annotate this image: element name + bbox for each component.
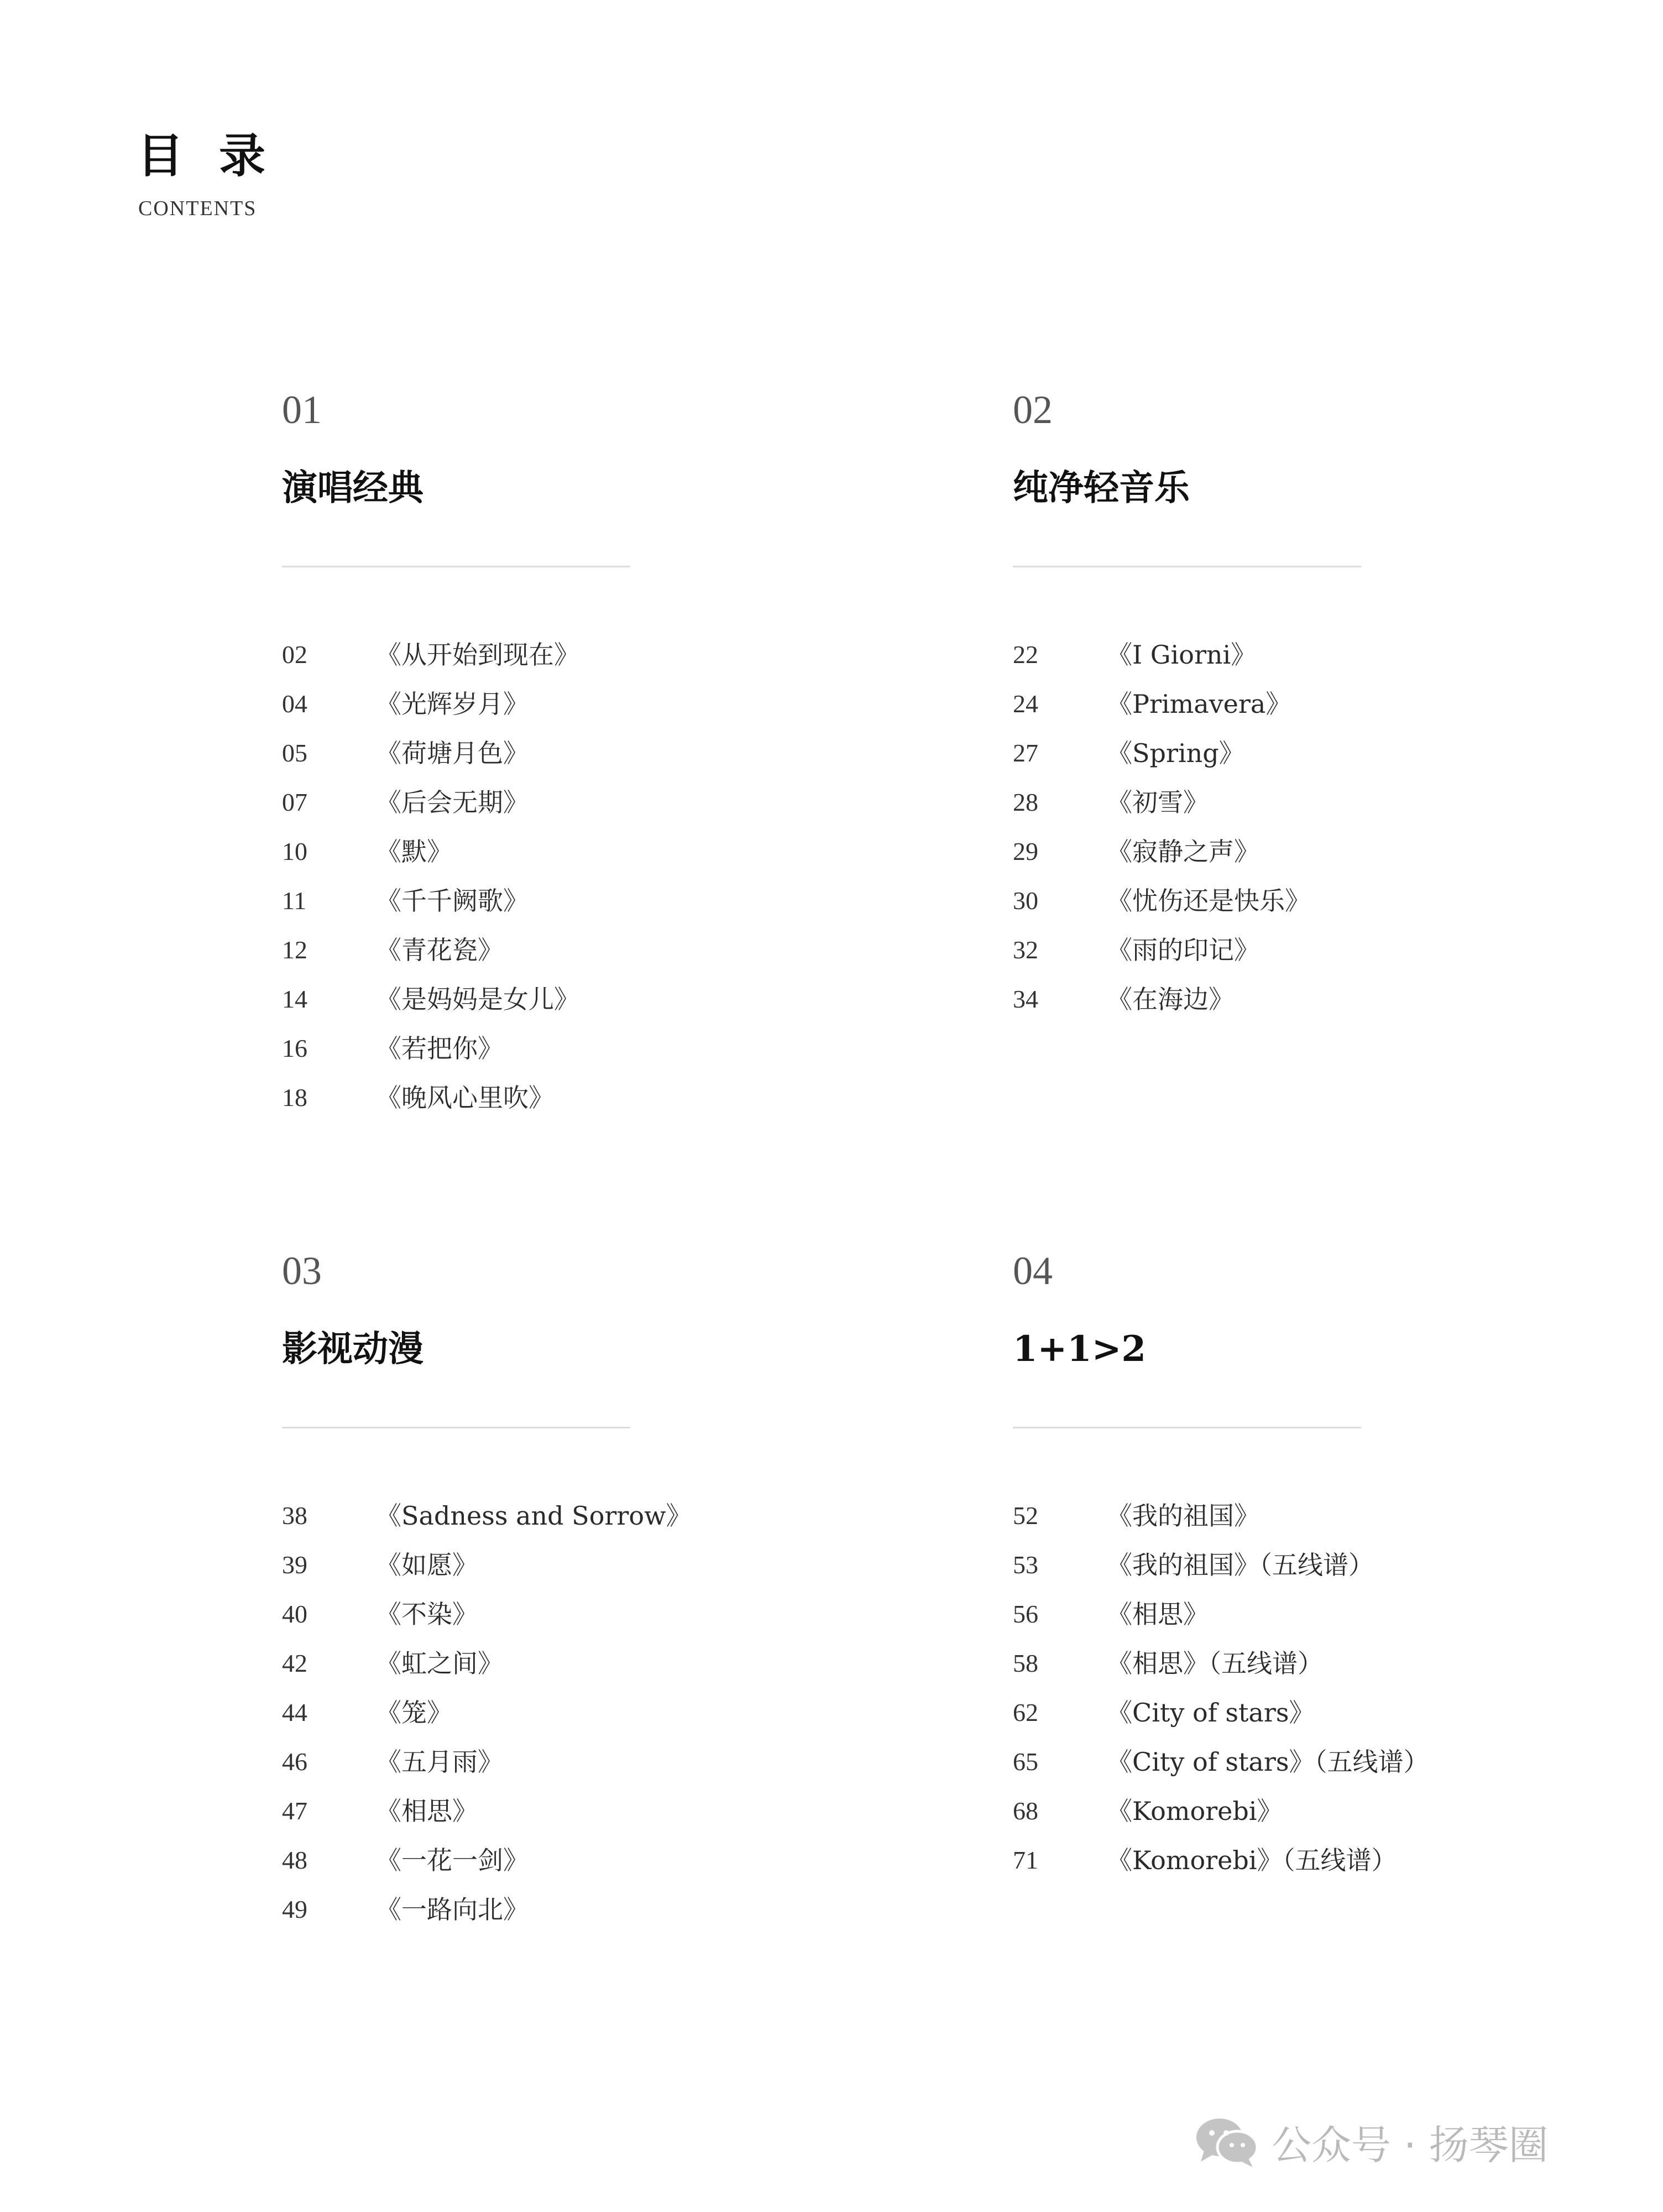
entry-title: 《虹之间》 bbox=[376, 1648, 503, 1678]
entry-list bbox=[1013, 639, 1593, 1033]
section-3 bbox=[282, 1251, 862, 1943]
toc-entry[interactable] bbox=[282, 787, 862, 836]
entry-page: 49 bbox=[282, 1895, 307, 1923]
entry-page: 65 bbox=[1013, 1747, 1038, 1776]
section-divider bbox=[282, 566, 630, 567]
watermark-text: 公众号 · 扬琴圈 bbox=[1272, 2122, 1549, 2168]
entry-title: 《Komorebi》（五线谱） bbox=[1107, 1845, 1397, 1875]
entry-title: 《如愿》 bbox=[376, 1550, 478, 1580]
entry-list bbox=[282, 639, 862, 1131]
entry-page: 28 bbox=[1013, 788, 1038, 816]
entry-page: 42 bbox=[282, 1649, 307, 1677]
entry-title: 《光辉岁月》 bbox=[376, 689, 529, 719]
entry-title: 《相思》（五线谱） bbox=[1107, 1648, 1323, 1678]
toc-entry[interactable] bbox=[1013, 1599, 1593, 1648]
toc-entry[interactable] bbox=[1013, 688, 1593, 738]
section-divider bbox=[1013, 566, 1361, 567]
toc-entry[interactable] bbox=[1013, 1500, 1593, 1550]
toc-entry[interactable] bbox=[282, 1550, 862, 1599]
toc-entry[interactable] bbox=[1013, 836, 1593, 885]
entry-page: 47 bbox=[282, 1797, 307, 1825]
entry-title: 《City of stars》 bbox=[1107, 1698, 1315, 1728]
entry-title: 《忧伤还是快乐》 bbox=[1107, 886, 1310, 916]
section-number: 02 bbox=[1013, 388, 1053, 432]
entry-title: 《晚风心里吹》 bbox=[376, 1083, 554, 1113]
entry-title: 《荷塘月色》 bbox=[376, 738, 529, 768]
section-title: 纯净轻音乐 bbox=[1013, 467, 1190, 509]
section-1 bbox=[282, 390, 862, 1131]
toc-entry[interactable] bbox=[1013, 885, 1593, 935]
section-title: 1+1>2 bbox=[1013, 1328, 1146, 1370]
toc-entry[interactable] bbox=[1013, 1550, 1593, 1599]
entry-page: 32 bbox=[1013, 936, 1038, 964]
entry-page: 12 bbox=[282, 936, 307, 964]
section-number: 04 bbox=[1013, 1249, 1053, 1293]
section-title: 演唱经典 bbox=[282, 467, 423, 509]
section-divider bbox=[282, 1427, 630, 1428]
entry-page: 16 bbox=[282, 1034, 307, 1062]
toc-entry[interactable] bbox=[282, 1599, 862, 1648]
entry-title: 《寂静之声》 bbox=[1107, 837, 1259, 867]
entry-page: 22 bbox=[1013, 640, 1038, 669]
section-number: 03 bbox=[282, 1249, 322, 1293]
entry-page: 11 bbox=[282, 886, 307, 915]
entry-title: 《后会无期》 bbox=[376, 787, 529, 817]
entry-page: 34 bbox=[1013, 985, 1038, 1013]
toc-entry[interactable] bbox=[282, 1648, 862, 1697]
entry-title: 《Spring》 bbox=[1107, 738, 1244, 768]
entry-list bbox=[1013, 1500, 1593, 1894]
entry-title: 《Komorebi》 bbox=[1107, 1796, 1283, 1826]
toc-entry[interactable] bbox=[282, 1894, 862, 1943]
toc-entry[interactable] bbox=[1013, 1746, 1593, 1796]
entry-page: 27 bbox=[1013, 739, 1038, 767]
entry-title: 《不染》 bbox=[376, 1599, 478, 1629]
entry-page: 04 bbox=[282, 690, 307, 718]
entry-page: 71 bbox=[1013, 1846, 1038, 1874]
entry-page: 10 bbox=[282, 837, 307, 865]
entry-list bbox=[282, 1500, 862, 1943]
toc-entry[interactable] bbox=[282, 738, 862, 787]
entry-page: 62 bbox=[1013, 1698, 1038, 1726]
toc-entry[interactable] bbox=[1013, 984, 1593, 1033]
entry-page: 46 bbox=[282, 1747, 307, 1776]
toc-entry[interactable] bbox=[1013, 738, 1593, 787]
toc-entry[interactable] bbox=[282, 984, 862, 1033]
toc-entry[interactable] bbox=[282, 639, 862, 688]
entry-title: 《五月雨》 bbox=[376, 1747, 503, 1777]
toc-entry[interactable] bbox=[282, 1697, 862, 1746]
toc-entry[interactable] bbox=[282, 1845, 862, 1894]
toc-entry[interactable] bbox=[1013, 1648, 1593, 1697]
toc-entry[interactable] bbox=[282, 1082, 862, 1131]
entry-title: 《千千阙歌》 bbox=[376, 886, 529, 916]
entry-page: 39 bbox=[282, 1551, 307, 1579]
toc-entry[interactable] bbox=[282, 1746, 862, 1796]
entry-page: 58 bbox=[1013, 1649, 1038, 1677]
entry-title: 《从开始到现在》 bbox=[376, 640, 579, 670]
entry-title: 《I Giorni》 bbox=[1107, 640, 1257, 670]
entry-page: 02 bbox=[282, 640, 307, 669]
entry-page: 53 bbox=[1013, 1551, 1038, 1579]
toc-entry[interactable] bbox=[282, 1033, 862, 1082]
toc-entry[interactable] bbox=[282, 935, 862, 984]
toc-entry[interactable] bbox=[1013, 639, 1593, 688]
entry-title: 《相思》 bbox=[1107, 1599, 1209, 1629]
entry-title: 《是妈妈是女儿》 bbox=[376, 984, 579, 1014]
section-divider bbox=[1013, 1427, 1361, 1428]
watermark bbox=[1194, 2111, 1549, 2172]
toc-entry[interactable] bbox=[1013, 787, 1593, 836]
entry-title: 《Primavera》 bbox=[1107, 689, 1291, 719]
toc-entry[interactable] bbox=[1013, 935, 1593, 984]
entry-title: 《青花瓷》 bbox=[376, 935, 503, 965]
entry-title: 《若把你》 bbox=[376, 1034, 503, 1063]
section-number: 01 bbox=[282, 388, 322, 432]
entry-page: 24 bbox=[1013, 690, 1038, 718]
entry-page: 14 bbox=[282, 985, 307, 1013]
entry-title: 《Sadness and Sorrow》 bbox=[376, 1501, 692, 1531]
entry-title: 《笼》 bbox=[376, 1698, 452, 1728]
entry-page: 52 bbox=[1013, 1501, 1038, 1530]
toc-entry[interactable] bbox=[282, 1796, 862, 1845]
page-subtitle: CONTENTS bbox=[138, 197, 257, 220]
entry-page: 18 bbox=[282, 1083, 307, 1112]
wechat-icon bbox=[1194, 2115, 1259, 2168]
entry-title: 《初雪》 bbox=[1107, 787, 1209, 817]
entry-page: 48 bbox=[282, 1846, 307, 1874]
toc-entry[interactable] bbox=[282, 885, 862, 935]
entry-title: 《默》 bbox=[376, 837, 452, 867]
toc-entry[interactable] bbox=[1013, 1697, 1593, 1746]
section-title: 影视动漫 bbox=[282, 1328, 423, 1370]
toc-entry[interactable] bbox=[1013, 1796, 1593, 1845]
entry-page: 29 bbox=[1013, 837, 1038, 865]
toc-entry[interactable] bbox=[282, 688, 862, 738]
entry-page: 05 bbox=[282, 739, 307, 767]
entry-page: 30 bbox=[1013, 886, 1038, 915]
entry-title: 《在海边》 bbox=[1107, 984, 1234, 1014]
entry-title: 《我的祖国》 bbox=[1107, 1501, 1259, 1531]
section-2 bbox=[1013, 390, 1593, 1033]
entry-title: 《一路向北》 bbox=[376, 1895, 529, 1924]
entry-title: 《我的祖国》（五线谱） bbox=[1107, 1550, 1374, 1580]
entry-page: 44 bbox=[282, 1698, 307, 1726]
entry-page: 40 bbox=[282, 1600, 307, 1628]
toc-entry[interactable] bbox=[282, 836, 862, 885]
entry-title: 《City of stars》（五线谱） bbox=[1107, 1747, 1429, 1777]
section-4 bbox=[1013, 1251, 1593, 1894]
entry-page: 68 bbox=[1013, 1797, 1038, 1825]
entry-page: 07 bbox=[282, 788, 307, 816]
toc-entry[interactable] bbox=[1013, 1845, 1593, 1894]
page-title: 目录 bbox=[137, 128, 301, 183]
entry-title: 《雨的印记》 bbox=[1107, 935, 1259, 965]
entry-page: 38 bbox=[282, 1501, 307, 1530]
entry-title: 《一花一剑》 bbox=[376, 1845, 529, 1875]
entry-title: 《相思》 bbox=[376, 1796, 478, 1826]
entry-page: 56 bbox=[1013, 1600, 1038, 1628]
toc-entry[interactable] bbox=[282, 1500, 862, 1550]
